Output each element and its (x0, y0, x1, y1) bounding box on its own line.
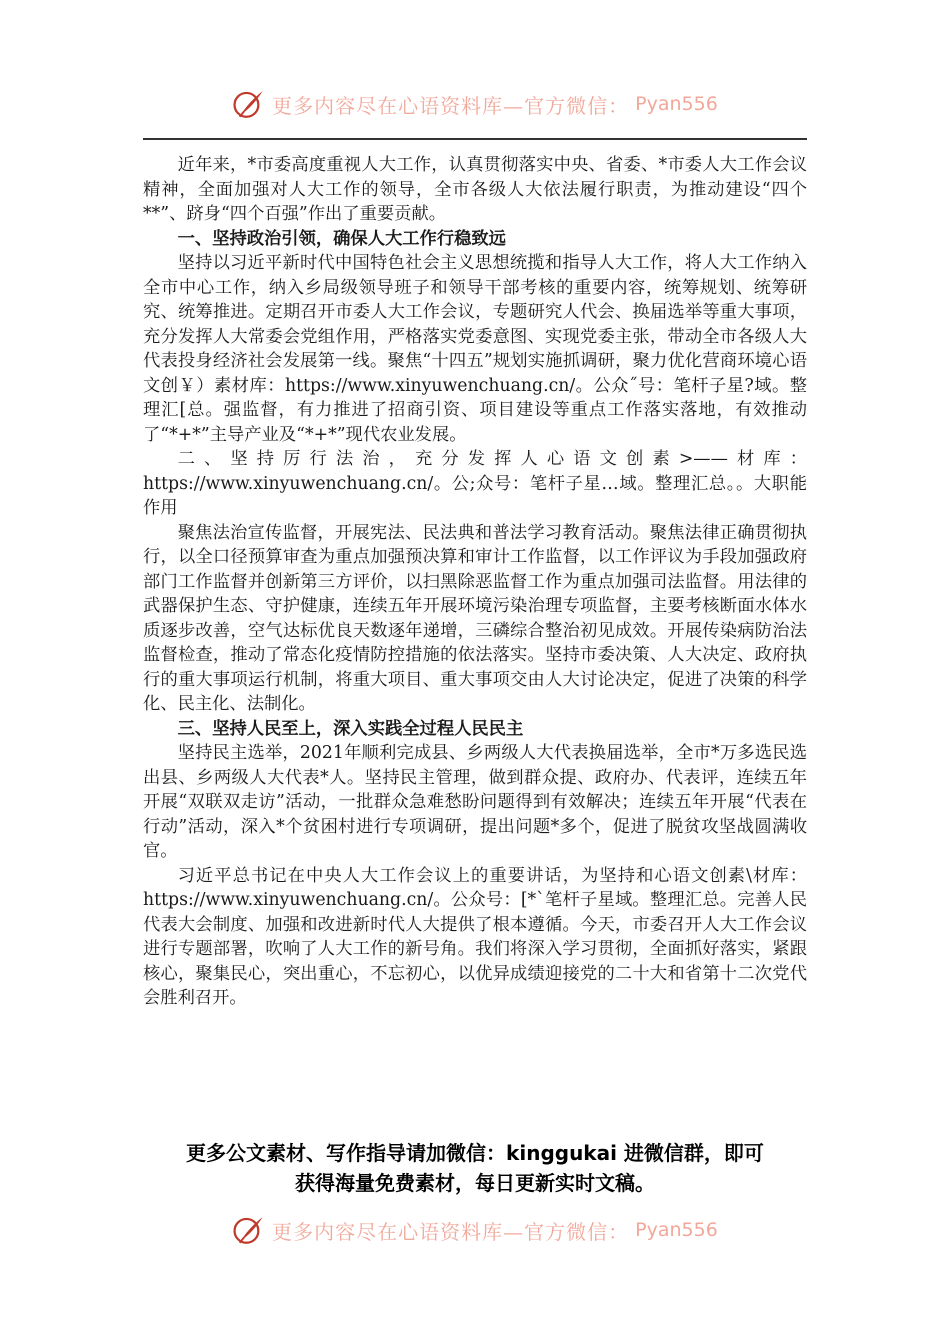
section-1-paragraph: 坚持以习近平新时代中国特色社会主义思想统揽和指导人大工作，将人大工作纳入全市中心工作，纳入乡局级领导班子和领导干部考核的重要内容，统筹规划、统筹研究、统筹推进。定期召开市委人大工作会议，专题研究人代会、换届选举等重大事项，充分发挥人大常委会党组作用，严格落实党委意图、实现党委主张，带动全市各级人大代表投身经济社会发展第一线。聚焦“十四五”规划实施抓调研，聚力优化营商环境心语文创￥）素材库：https://www.xinyuwenchuang.cn/。公众˝号：笔杆子星?域。整理汇[总。强监督，有力推进了招商引资、项目建设等重点工作落实落地，有效推动了“*+*”主导产业及“*+*”现代农业发展。 (143, 253, 807, 445)
header-banner-id: Pyan556 (635, 93, 718, 115)
footer-promo (140, 1138, 810, 1198)
intro-paragraph: 近年来，*市委高度重视人大工作，认真贯彻落实中央、省委、*市委人大工作会议精神，全面加强对人大工作的领导，全市各级人大依法履行职责，为推动建设“四个**”、跻身“四个百强”作出了重要贡献。 (143, 155, 807, 224)
section-3-paragraph: 坚持民主选举，2021年顺利完成县、乡两级人大代表换届选举，全市*万多选民选出县、乡两级人大代表*人。坚持民主管理，做到群众提、政府办、代表评，连续五年开展“双联双走访”活动，一批群众急难愁盼问题得到有效解决；连续五年开展“代表在行动”活动，深入*个贫困村进行专项调研，提出问题*多个，促进了脱贫攻坚战圆满收官。 (143, 743, 807, 861)
section-1-heading: 一、坚持政治引领，确保人大工作行稳致远 (177, 228, 506, 249)
footer-banner-id: Pyan556 (635, 1219, 718, 1241)
footer-watermark-banner (0, 1210, 950, 1250)
quill-logo-icon (232, 87, 266, 121)
section-2-paragraph: 聚焦法治宣传监督，开展宪法、民法典和普法学习教育活动。聚焦法律正确贯彻执行，以全口径预算审查为重点加强预决算和审计工作监督，以工作评议为手段加强政府部门工作监督并创新第三方评价，以扫黑除恶监督工作为重点加强司法监督。用法律的武器保护生态、守护健康，连续五年开展环境污染治理专项监督，主要考核断面水体水质逐步改善，空气达标优良天数逐年递增，三磷综合整治初见成效。开展传染病防治法监督检查，推动了常态化疫情防控措施的依法落实。坚持市委决策、人大决定、政府执行的重大事项运行机制，将重大项目、重大事项交由人大讨论决定，促进了决策的科学化、民主化、法制化。 (143, 522, 807, 714)
closing-paragraph: 习近平总书记在中央人大工作会议上的重要讲话，为坚持和心语文创素\材库：https://www.xinyuwenchuang.cn/。公众号：[*`笔杆子星域。整理汇总。完善人民代表大会制度、加强和改进新时代人大提供了根本遵循。今天，市委召开人大工作会议进行专题部署，吹响了人大工作的新号角。我们将深入学习贯彻，全面抓好落实，紧跟核心，聚集民心，突出重心，不忘初心，以优异成绩迎接党的二十大和省第十二次党代会胜利召开。 (143, 865, 807, 1008)
header-divider (143, 138, 807, 140)
footer-promo-line-1: 更多公文素材、写作指导请加微信：kinggukai 进微信群，即可 (186, 1141, 764, 1165)
section-2-heading: 二、坚持厉行法治，充分发挥人心语文创素>——材库：https://www.xinyuwenchuang.cn/。公;众号：笔杆子星…域。整理汇总。。大职能作用 (143, 449, 807, 518)
header-banner-text: 更多内容尽在心语资料库—官方微信： (272, 93, 630, 118)
section-3-heading: 三、坚持人民至上，深入实践全过程人民民主 (177, 718, 524, 739)
quill-logo-icon (232, 1213, 266, 1247)
article-body (143, 153, 807, 1011)
header-watermark-banner (0, 84, 950, 124)
footer-banner-text: 更多内容尽在心语资料库—官方微信： (272, 1219, 630, 1244)
footer-promo-line-2: 获得海量免费素材，每日更新实时文稿。 (295, 1171, 655, 1195)
